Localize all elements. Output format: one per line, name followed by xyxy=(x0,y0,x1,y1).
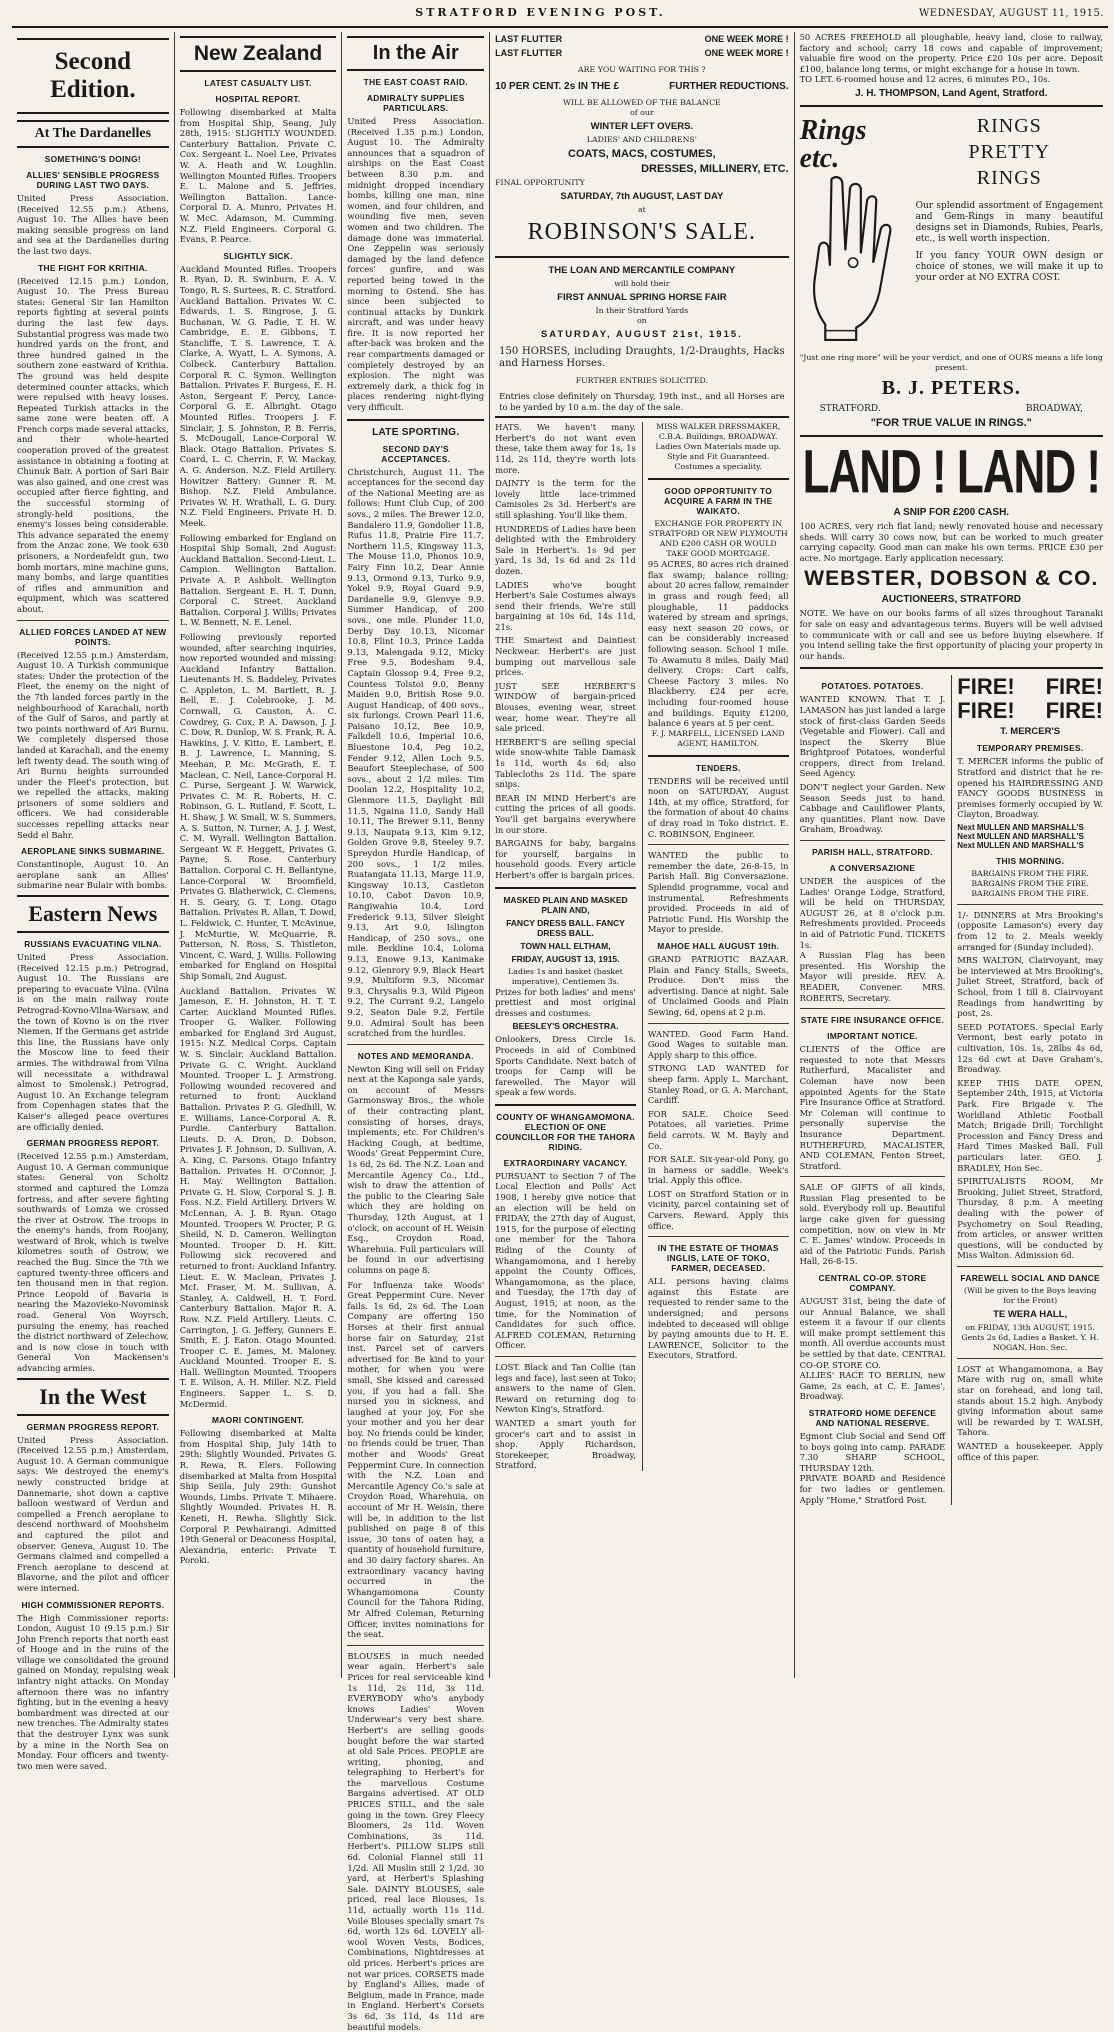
classified-ad: WANTED a smart youth for grocer's cart and to assist in shop. Apply Richardson, Storekeeper, Broadway, Stratford. xyxy=(495,1417,636,1471)
classifieds-right xyxy=(951,675,1103,1505)
article-paragraph: Following disembarked at Malta from Hospital Ship, July 14th to 29th: Slightly Wounded. Privates G. R. Rewa, R. Elers. Following disembarked at Malta from Hospital Ship Seiila, July 29th: Gunshot Wounds, Limbs. Private T. Mihaere. Slightly Wounded. Privates H. R. Keneti, H. Rewha. Slightly Sick. Corporal P. Pewhairangi. Admitted 19th General or Deaconess Hospital, Alexandria, enteric: Private T. Poroki. xyxy=(179,1428,337,1566)
subheading: ALLIED FORCES LANDED AT NEW POINTS. xyxy=(19,626,167,647)
masthead xyxy=(12,6,1108,28)
subheading: RUSSIANS EVACUATING VILNA. xyxy=(24,939,162,950)
subheading: NOTES AND MEMORANDA. xyxy=(357,1050,474,1061)
article-paragraph: Following disembarked at Malta from Hospital Ship, Seang, July 28th, 1915: SLIGHTLY WOUNDED. Canterbury Battalion. Private C. Cox. Sergeant L. Noel Lee, Privates W. A. Heath and W. Loughlin. Wellington Mounted Rifles. Troopers E. L. Malone and S. Jeffries. Wellington Battalion. Lance-Corporal D. A. Munro, Privates H. W. McC. Adamson, M. Cumming. N.Z. Field Engineers. Corporal G. Evans, P. Pearce. xyxy=(179,107,337,245)
eastern-news-heading: Eastern News xyxy=(17,895,169,933)
subheading: STRATFORD HOME DEFENCE AND NATIONAL RESERVE. xyxy=(808,1407,937,1428)
classified-ad: HUNDREDS of Ladies have been delighted with the Embroidery Sale in Herbert's. 1s 9d per yard, 1s 3d, 1s 6d and 2s 11d dozen. xyxy=(495,523,636,576)
article-paragraph: (Received 12.55 p.m.) Amsterdam, August 10. A German communique states: General von Scholtz stormed and captured the Lomza fortress, and after severe fighting southwards of Lomza we crossed the river at Ostrow. The troops in the enemy's hands, from Roojany, westward of Brok, which is twelve kilometres south of Ostrow, we reached the Bug. Since the 7th we captured twenty-three officers and ten thousand men in that region. Prince Leopold of Bavaria is nearing the Mazovieko-Novominsk road. General Von Woyrsch, pursuing the enemy, has reached the district northward of Zelechow, and is now close in touch with General Von Mackensen's advancing armies. xyxy=(17,1151,169,1373)
subheading: HOSPITAL REPORT. xyxy=(215,94,301,104)
article-paragraph: Newton King will sell on Friday next at the Kaponga sale yards, on account of Messrs Garmonsway Bros., the whole of their contracting plant, consisting of horses, drays, implements, etc. For Children's Hacking Cough, at bedtime, Woods' Great Peppermint Cure, 1s 6d, 2s 6d. The N.Z. Loan and Mercantile Agency Co., Ltd., wish to draw the attention of the public to the Clearing Sale which they are holding on Thursday, 12th August, at 1 o'clock, on account of H. Weisin Esq., Croydon Road, Wharehuia. Full particulars will be found in our advertising columns on page 8. xyxy=(347,1063,485,1275)
subheading: THIS MORNING. xyxy=(996,855,1065,866)
article-paragraph: (Received 12.55 p.m.) Amsterdam, August 10. A Turkish communique states: Under the protection of the Fleet, the enemy on the night of the 7th landed forces partly in the neighbourhood of Karachali, north of the Gulf of Saros, and partly at two points northward of Ari Burnu. We completely dispersed those landed at Karachali, and the enemy left twenty dead. The south wing of Ari Burnu heights surrounded under the Fleet's protection, but we repelled the attacks, making prisoners of some soldiers and officers. We had considerable successes repelling attacks near Sedd el Bahr. xyxy=(17,649,169,840)
reductions-label: FURTHER REDUCTIONS. xyxy=(669,81,789,92)
ad-line: FRIDAY, AUGUST 13, 1915. xyxy=(511,953,620,964)
article-paragraph: United Press Association. (Received 12.55 p.m.) Athens, August 10. The Allies have been making sensible progress on land and sea at the Dardanelles during the last two days. xyxy=(17,193,169,256)
classified-ad: TO LET. 6-roomed house and 12 acres, 6 minutes P.O., 10s. xyxy=(799,74,1051,85)
classified-ad: TENDERS will be received until noon on SATURDAY, August 14th, at my office, Stratford, for the formation of about 40 chains of dray road in Toko district. E. C. ROBINSON, Engineer. xyxy=(647,775,789,839)
classified-ad: HERBERT'S are selling special wide snow-white Table Damask 1s 11d, worth 4s 6d; also Tablecloths 2s 11d. The spare snips. xyxy=(495,736,636,790)
rings-headline: PRETTY xyxy=(968,140,1051,163)
ad-line: SATURDAY, AUGUST 21st, 1915. xyxy=(540,329,743,340)
horse-fair-ad xyxy=(495,258,788,418)
fire-headline: FIRE! xyxy=(1045,698,1104,724)
ad-line: (Will be given to the Boys leaving for the Front) xyxy=(963,1285,1097,1305)
classified-ad: 1/- DINNERS at Mrs Brooking's (opposite Lamason's) every day from 12 to 2. Meals weekly arranged for (Sunday included). xyxy=(957,909,1104,952)
jeweller-town: STRATFORD. xyxy=(819,403,881,414)
ad-line: SATURDAY, 7th AUGUST, LAST DAY xyxy=(560,191,724,202)
classified-ad: WANTED the public to remember the date, 26-8-15, in Parish Hall. Big Conversazione. Splendid programme, vocal and instrumental. Refreshments provided. Proceeds in aid of Patriotic Fund. His Worship the Mayor to preside. xyxy=(647,850,789,935)
classified-ad: NOTE. We have on our books farms of all sizes throughout Taranaki for sale on easy and advantageous terms. Buyers will be well advised to communicate with or call and see us before buying elsewhere. If you intend selling take the first opportunity of placing your property in our hands. xyxy=(799,608,1103,661)
fire-headline: FIRE! xyxy=(957,674,1015,700)
classified-ad: ALLIES' RACE TO BERLIN, new Game, 2s each, at C. E. James', Broadway. xyxy=(799,1370,946,1402)
classifieds-left xyxy=(495,422,636,1471)
article-paragraph: The High Commissioner reports: London, August 10 (9.15 p.m.) Sir John French reports that north east of Hooge and in the ruins of the village we consolidated the ground gained on Monday, repulsing weak infantry night attacks. On Monday afternoon there was no infantry fighting, but in the evening a heavy bombardment was directed at our new trenches. The Admiralty states that the destroyer Lynx was sunk by a mine in the North Sea on Monday. Four officers and twenty-two men were saved. xyxy=(17,1612,169,1771)
ad-line: Next MULLEN AND MARSHALL'S Next MULLEN AND MARSHALL'S Next MULLEN AND MARSHALL'S xyxy=(957,822,1084,850)
subheading: ALLIES' SENSIBLE PROGRESS DURING LAST TWO DAYS. xyxy=(26,170,160,190)
rings-text: If you fancy YOUR OWN design or choice of stones, we will make it up to your order at NO EXTRA COST. xyxy=(915,250,1103,283)
classified-ad: THE Smartest and Daintiest Neckwear. Herbert's are just bumping out marvellous sale prices. xyxy=(495,635,636,678)
hand-illustration-icon xyxy=(800,173,900,343)
classified-ad: WANTED. Good Farm Hand. Good Wages to suitable man. Apply sharp to this office. xyxy=(647,1028,789,1060)
article-paragraph: Following previously reported wounded, after searching inquiries, now reported wounded and missing: Auckland Infantry Battalion. Lieutenants H. S. Baddeley, Privates C. Appleton, L. M. Bartlett, R. J. Bell, E. J. Colebrooke, J. M. Cornwall, G. Causton, A. C. Cowdrey, G. Cox, P. A. Dawson, J. J. C. Dow, R. Dunlop, W. S. Frank, R. A. Hawkins, J. V. Kitto, E. Lambert, E. B. J. Lawrence, L. Manning, S. Meehan, P. Mc. McGrath, E. T. Maclean, C. Neil, Lance-Corporal H. C. Purse, Sergeant J. W. Warwick, Privates C. M. R. Roberts, H. C. Robinson, G. L. Rutland, F. Scott, L. H. Shaw, J. W. Small, W. S. Summers, A. S. Sutton, N. Turner, A. J. J. West, C. M. Wyrall. Wellington Battalion. Sergeant W. F. Heggett, Privates G. Payne, S. Rose. Canterbury Battalion. Corporal C. H. Bellantyne, Lance-Corporal W. Broomfield, Privates G. Blatherwick, C. Clemens, H. S. Geary, G. T. Long. Otago Battalion. Privates R. Allan, T. Dowd, L. Feldwick, C. Hunter, T. McAvinue, J. McMurtie, W. McQuarrie, R. Patterson, N. Ross, S. Thistleton, Vincent, C. Ward, J. Willis. Following embarked for England on Hospital Ship Somali, 2nd August. xyxy=(179,631,337,981)
column-advertisements-a xyxy=(490,32,794,1678)
article-paragraph: Christchurch, August 11. The acceptances for the second day of the National Meeting are as follows: Hunt Club Cup, of 200 sovs., 2 miles. The Brewer 12.0, Bandalero 11.9, Gondolier 11.8, Rufus 11.8, Prairie Fire 11.7, Northern 11.5, Kingsway 11.3, The Mouse 11.0, Phonos 10.9, Fairy Finn 10.2, Dear Annie 9.13, Ormond 9.13, Turko 9.9, Yokel 9.9, Royal Guard 9.9, Dardanelle 9.9, Glenvye 9.9. Summer Handicap, of 200 sovs., one mile. Plunder 11.0, Derby Day 10.13, Nicomar 10.8, Flint 10.3, Prince Ladda 9.13, Malengada 9.12, Micky Free 9.5, Bodesham 9.4, Captain Glossop 9.4, Free 9.2, Countess Tolstoi 9.0, Benny Maiden 9.0, British Rose 9.0. August Handicap, of 400 sovs., six furlongs. Crown Pearl 11.6, Paisano 10.12, Bee 10.9, Falkdell 10.6, Imperial 10.6, Bluestone 10.4, Peg 10.2, Fender 9.12, Allen Loch 9.5. Beaufort Steeplechase, of 500 sovs., about 2 1/2 miles. Tim Doolan 12.2, Hospitality 10.2, Glenmore 11.5, Daylight Bill 11.5, Ngaina 11.0, Sandy Hall 10.11, The Brewer 9.11, Benny 9.13, Naupata 9.13, Kim 9.12, Golden Grove 9.8, Steeley 9.7. Spreydon Hurdle Handicap, of 200 sovs., 1 1/2 miles. Ruatangata 11.13, Marge 11.9, Kingsway 10.13, Castleton 10.10, Cabot Davon 10.9, Rangiwahia 10.4, Lord Frederick 9.13, Silver Sleight 9.13, Art 9.0, Islington Handicap, of 250 sovs., one mile. Berkline 10.4, Loloma 9.13, Enowe 9.13, Kanimake 9.12, Glenrory 9.9, Black Heart 9.9, Multiform 9.3, Nicomar 9.3, Chrysalis 9.3, Wild Pigeon 9.2, The Currant 9.2, Langelo 9.2, Seaton Dale 9.2, Fertile 9.0. Admiral Soult has been scratched from the hurdles. xyxy=(347,466,485,1039)
subheading: THE EAST COAST RAID. xyxy=(363,77,468,87)
classified-ad: GRAND PATRIOTIC BAZAAR. Plain and Fancy Stalls, Sweets, Produce. Don't miss the advertising. Dance at night. Sale of Unclaimed Goods and Plain Sewing, 6d, opens at 2 p.m. xyxy=(647,954,789,1017)
in-the-west-heading: In the West xyxy=(17,1378,169,1416)
column-in-the-air xyxy=(342,32,490,2032)
week-label: ONE WEEK MORE ! xyxy=(704,34,789,44)
classified-ad: JUST SEE HERBERT'S WINDOW of bargain-priced Blouses, evening wear, street wear, home wear. They're all sale priced. xyxy=(495,680,636,734)
flutter-label: LAST FLUTTER xyxy=(495,34,563,44)
article-paragraph: BLOUSES in much needed wear again. Herbert's sale Prices for real serviceable kind 1s 11d, 2s 11d, 3s 11d. EVERYBODY who's anybody knows Ladies' Woven Underwear's very best share. Herbert's are selling goods bought before the war started at old Sale Prices. PEOPLE are writing, phoning, and telegraphing to Herbert's for the marvellous Costume Bargains advertised. AT OLD PRICES STILL, and the sale going in the town. Grey Fleecy Bloomers, 2s 11d. Woven Combinations, 3s 11d. Herbert's. PILLOW SLIPS still 6d. Colonial Flannel still 11 1/2d. All Muslin still 2 1/2d. 30 yard, at Herbert's Splashing Sale. DAINTY BLOUSES, sale priced, real lace Blouses, 1s 11d, actually worth 11s 11d. Voile Blouses specially smart 7s 6d, worth 12s 6d. LOVELY all-wool Woven Vests, Bodices, Combinations, Nightdresses at old prices. Herbert's prices are not war prices. CORSETS made by England's Allies, made of Belgium, made in France, made in England. Herbert's Corsets 3s 6d, 3s 11d, 4s 11d are beautiful models. xyxy=(347,1650,485,2032)
rings-ad xyxy=(800,113,1103,347)
classified-ad: LOST. Black and Tan Collie (tan legs and face), last seen at Toko; answers to the name of Glen. Reward on returning dog to Newton King's, Stratford. xyxy=(495,1361,636,1415)
subheading: HIGH COMMISSIONER REPORTS. xyxy=(21,1599,165,1610)
ad-line: DRESSES, MILLINERY, ETC. xyxy=(641,163,789,175)
classified-ad: 50 ACRES FREEHOLD all ploughable, heavy land, close to railway, factory and school; carry 18 cows and capable of improvement; valuable fire wood on the property. Price £20 10s per acre. Deposit £100, balance long terms, or might exchange for a house in town. xyxy=(799,32,1103,74)
robinsons-sale-title: ROBINSON'S SALE. xyxy=(527,219,757,245)
subheading: SECOND DAY'S ACCEPTANCES. xyxy=(381,443,451,464)
article-paragraph: United Press Association. (Received 1.35 p.m.) London, August 10. The Admiralty announces that a squadron of airships on the East Coast between 8.30 p.m. and midnight dropped incendiary bombs, killing one man, nine women, and four children, and wounding five men, seven women and two children. The damage done was immaterial. One Zeppelin was seriously damaged by the land defence forces' gunfire, and was reported being towed in the morning to Ostend. She has since been subjected to continual attacks by Dunkirk aircraft, and was under heavy fire. It is now reported her after-back was broken and the rear compartments damaged or completely destroyed by an explosion. The night was extremely dark, a thick fog in places rendering night-flying very difficult. xyxy=(347,116,485,413)
subheading: MAORI CONTINGENT. xyxy=(212,1415,305,1426)
classified-ad: UNDER the auspices of the Ladies' Orange Lodge, Stratford, will be held on THURSDAY, AUGUST 26, at 8 o'clock p.m. Refreshments provided. Proceeds in aid of Patriotic Fund. TICKETS 1s. xyxy=(799,876,946,950)
subheading: LATEST CASUALTY LIST. xyxy=(204,78,312,88)
subheading: IN THE ESTATE OF THOMAS INGLIS, LATE OF TOKO, FARMER, DECEASED. xyxy=(657,1243,779,1274)
subheading: SOMETHING'S DOING! xyxy=(44,154,141,164)
subheading: AEROPLANE SINKS SUBMARINE. xyxy=(21,846,165,857)
article-paragraph: Auckland Mounted Rifles. Troopers R. Ryan, D. R. Swinburn, F. A. V. Tongo, R. S. Surtees, R. C. Stratford. Auckland Battalion. Privates W. C. Edwards, I. S. Ringrose, J. G. Buchanan, W. G. Padie, T. H. W. Cambridge, E. E. Gibbons, T. Stancliffe, T. S. Lawrence, T. A. Clarke, A. Wyatt, L. A. Symons, A. Colbeck. Canterbury Battalion. Corporal R. C. Symon. Wellington Battalion. Privates F. Burgess, E. H. Aston, Sergeant F. Percy, Lance-Corporal G. E. Albright. Otago Mounted Rifles. Troopers J. F. Sinclair, J. S. Johnston, P. B. Ferris, S. McDougall, Lance-Corporal W. Black. Otago Battalion. Privates S. Coard, L. C. Cherrin, F. W. Mackay, A. G. Anderson. N.Z. Field Artillery. Howitzer Battery: Gunner R. M. Bishop. N.Z. Field Ambulance. Privates W. H. Wrathall, L. G. Dury. N.Z. Field Engineers. Private H. D. Meek. xyxy=(179,263,337,528)
column-war-news xyxy=(12,32,175,1771)
jeweller-slogan: "FOR TRUE VALUE IN RINGS." xyxy=(870,416,1032,429)
auctioneer-name: WEBSTER, DOBSON & CO. xyxy=(804,567,1099,591)
classified-ad: DON'T neglect your Garden. New Season Seeds just to hand. Cabbage and Cauliflower Plants, any quantities. Plant now. Dave Graham, Broadway. xyxy=(799,782,946,835)
newspaper-title: STRATFORD EVENING POST. xyxy=(415,6,666,19)
subheading: SLIGHTLY SICK. xyxy=(223,250,293,261)
classified-ad: WANTED a housekeeper. Apply office of this paper. xyxy=(957,1441,1104,1462)
ad-line: FIRST ANNUAL SPRING HORSE FAIR xyxy=(557,292,727,303)
ad-line: Onlookers, Dress Circle 1s. Proceeds in aid of Combined Sports Candidate. Next batch of troops for Camp will be farewelled. The Mayor will speak a few words. xyxy=(495,1034,636,1098)
ad-line: on FRIDAY, 13th AUGUST, 1915. xyxy=(965,1322,1095,1332)
classified-ad: ALL persons having claims against this Estate are requested to render same to the undersigned; and persons indebted to deceased will oblige by paying amounts due to H. E. LAWRENCE, Solicitor to the Executors, Stratford. xyxy=(647,1276,789,1361)
classified-ad: PURSUANT to Section 7 of The Local Election and Polls' Act 1908, I hereby give notice that an election will be held on FRIDAY, the 27th day of August, 1915, for the purpose of electing one member for the Tahora Riding of the County of Whangamomona, and I hereby appoint the County Offices, Whangamomona, as the place, and Tuesday, the 17th day of August, 1915, at noon, as the time, for the Nomination of Candidates for such office. ALFRED COLEMAN, Returning Officer. xyxy=(495,1170,636,1351)
column-advertisements-b xyxy=(795,32,1108,1678)
land-agent-name: J. H. THOMPSON, Land Agent, Stratford. xyxy=(855,87,1048,99)
classified-ad: FOR SALE. Choice Seed Potatoes, all varieties. Prime field carrots. W. M. Bayly and Co. xyxy=(647,1108,789,1151)
subheading: GOOD OPPORTUNITY TO ACQUIRE A FARM IN THE WAIKATO. xyxy=(663,486,773,517)
article-paragraph: Following embarked for England on Hospital Ship Somali, 2nd August: Auckland Battalion. Second-Lieut. L. Campion. Wellington Battalion. Private A. P. Ashbolt. Wellington Battalion. Sergeant E. H. T. Dunn, Corporal C. Street. Auckland Battalion. Corporal J. Willis; Privates L. W. Bennett, N. E. Lenel. xyxy=(179,532,337,628)
week-label: ONE WEEK MORE ! xyxy=(704,48,789,58)
ad-line: Ladies Own Materials made up. Style and Fit Guaranteed. Costumes a speciality. xyxy=(655,442,782,472)
classified-ad: LOST at Whangamomona, a Bay Mare with rug on, small white star on forehead, and long tail, stands about 15.2 high. Anybody giving information about same will be rewarded by T. WALSH, Tahora. xyxy=(957,1363,1104,1438)
subheading: STATE FIRE INSURANCE OFFICE. xyxy=(800,1015,945,1026)
subheading: POTATOES. POTATOES. xyxy=(821,681,924,692)
ad-line: BEESLEY'S ORCHESTRA. xyxy=(512,1021,619,1032)
subheading: MAHOE HALL AUGUST 19th. xyxy=(657,941,780,951)
classified-ad: 95 ACRES, 80 acres rich drained flax swamp; balance rolling; about 20 acres fallow, remainder in grass and rough feed; all ploughable, 11 paddocks watered by stream and springs, easy next season 20 cows, or can be considerably increased following season. School 1 mile. To Awamutu 8 miles. Daily Mail delivery. Crops: Cart calfs, Cheese Factory 3 miles. No Blackberry. £24 per acre, including four-roomed house and buildings. Equity £1200, balance 6 years at 5 per cent. xyxy=(647,559,789,729)
jeweller-name: B. J. PETERS. xyxy=(881,376,1021,399)
edition-heading: Second Edition. xyxy=(17,38,169,114)
classified-ad: LOST on Stratford Station or in vicinity, parcel containing set of Carvers. Reward. Apply this office. xyxy=(647,1188,789,1231)
ad-line: FANCY DRESS BALL. FANCY DRESS BALL. xyxy=(506,917,625,938)
jeweller-street: BROADWAY, xyxy=(1025,403,1083,414)
subheading: LATE SPORTING. xyxy=(372,426,460,438)
article-paragraph: United Press Association. (Received 12.55 p.m.) Amsterdam, August 10. A German communique says: We destroyed the enemy's newly constructed bridge at Dannemarie, shot down a captive balloon westward of Verdun and compelled a French aeroplane to descend northward of Moohsheim and captured the pilot and observer. Geneva, August 10. The Germans claimed and compelled a French aeroplane to descend at Blavorne, and the pilot and officer were interned. xyxy=(17,1434,169,1593)
rings-logo: Rings etc. xyxy=(799,114,867,174)
classified-ad: 100 ACRES, very rich flat land; newly renovated house and necessary sheds. Will carry 30 cows now, but can be worked to much greater carrying capacity. Good man can make his own terms. PRICE £30 per acre. No mortgage. Early application necessary. xyxy=(799,520,1103,563)
subheading: ADMIRALTY SUPPLIES PARTICULARS. xyxy=(366,93,465,113)
article-paragraph: Constantinople, August 10. An aeroplane sank an Allies' submarine near Bulair with bombs. xyxy=(17,859,169,891)
classified-ad: FOR SALE. Six-year-old Pony, go in harness or saddle. Week's trial. Apply this office. xyxy=(647,1154,789,1186)
classified-ad: WANTED KNOWN. That T. J. LAMASON has just landed a large stock of first-class Garden Seeds (Vegetable and Flower). Call and inspect the Skerry Blue Brightproof Potatoes, wonderful croppers, direct from Ireland. Seed Agency. xyxy=(799,694,946,779)
rings-text: Our splendid assortment of Engagement and Gem-Rings in many beautiful designs set in Diamonds, Rubies, Pearls, etc., is well worth inspection. xyxy=(915,200,1103,244)
ad-line: will hold their xyxy=(614,279,670,288)
dardanelles-heading: At The Dardanelles xyxy=(17,120,169,148)
article-paragraph: United Press Association. (Received 12.15 p.m.) Petrograd, August 10. The Russians are preparing to evacuate Vilna. (Vilna is on the main railway route Petrograd-Kovno-Vilna-Warsaw, and the town of Kovno is on the river Niemen. If the Germans get astride this line, the Russians have only the Moscow line to feed their armies. The withdrawal from Vilna will necessitate a withdrawal almost to Smolensk.) Petrograd, August 10. An Exchange telegram from Copenhagen states that the Kaiser's alleged peace overtures are officially denied. xyxy=(17,952,169,1132)
ad-line: Prizes for both ladies' and mens' prettiest and most original dresses and costumes. xyxy=(495,986,636,1018)
ad-line: FINAL OPPORTUNITY xyxy=(495,178,585,187)
ad-line: on xyxy=(637,316,647,325)
classified-ad: A Russian Flag has been presented. His Worship the Mayor will preside. REV. A. READER, Convener. MRS. ROBERTS, Secretary. xyxy=(799,950,946,1003)
classified-ad: T. MERCER informs the public of Stratford and district that he re-opened his HAIRDRESSING AND FANCY GOODS BUSINESS in premises formerly occupied by W. Clayton, Broadway. xyxy=(957,756,1104,820)
ad-line: MISS WALKER DRESSMAKER, C.B.A. Buildings, BROADWAY. xyxy=(656,422,781,442)
classified-ad: DAINTY is the term for the lovely little lace-trimmed Camisoles 2s 3d. Herbert's are still splashing. You'll like them. xyxy=(495,478,636,520)
classified-ad: Egmont Club Social and Send Off to boys going into camp. PARADE 7.30 SHARP SCHOOL, THURSDAY 12th. xyxy=(799,1430,946,1473)
fire-headline: FIRE! xyxy=(1045,674,1104,700)
subheading: EXTRAORDINARY VACANCY. xyxy=(503,1157,628,1168)
auctioneer-subtitle: AUCTIONEERS, STRATFORD xyxy=(881,594,1021,606)
classified-ad: HATS. We haven't many. Herbert's do not want even these, take them away for 1s, 1s 11d, 2s 11d, they're worth lots more. xyxy=(495,422,636,475)
ad-line: Entries close definitely on Thursday, 19th inst., and all Horses are to be yarded by 10 a.m. the day of the sale. xyxy=(499,391,785,412)
new-zealand-heading: New Zealand xyxy=(180,36,337,72)
ad-line: TE WERA HALL, xyxy=(993,1308,1068,1320)
classified-ad: LADIES who've bought Herbert's Sale Costumes always send their friends. We're still bargaining at 10s 6d, 14s 11d, 21s. xyxy=(495,579,636,632)
ad-line: MASKED PLAIN AND MASKED PLAIN AND, xyxy=(503,894,628,915)
classified-ad: SALE OF GIFTS of all kinds, Russian Flag presented to be sold. Everybody roll up. Beautiful large cake given for guessing competition, now on view in Mr C. E. James' window. Proceeds in aid of the Patriotic Funds. Parish Hall, 26-8-15. xyxy=(799,1182,946,1267)
ad-line: WILL BE ALLOWED OF THE BALANCE xyxy=(562,98,721,107)
classified-ad: SPIRITUALISTS ROOM, Mr Brooking, Juliet Street, Stratford, Thursday, 8 p.m. A meeting dealing with the power of Psychometry on Soul Reading, from articles, or answer written questions, will be conducted by Miss Walton. Admission 6d. xyxy=(957,1176,1104,1261)
article-paragraph: (Received 12.15 p.m.) London, August 10. The Press Bureau states: General Sir Ian Hamilton reports fighting at several points during the last few days. Substantial progress was made two hundred yards on the front, and three hundred gained in the southern zone eastward of Krithia. The ground was held despite determined counter attacks, which were repulsed with heavy losses. Repeated Turkish attacks in the same zone were beaten off. A French corps made several attacks, and their whole-hearted cooperation proved of the greatest assistance in obtaining a footing at Chunuk Bair. A portion of Sari Bair was also gained, and one crest was occupied after fierce fighting, and the successful storming of strongly-held positions, the enemy's losses being considerable. This advance separated the enemy from the Anzac zone. We took 630 prisoners, a Nordenfeldt gun, two bomb mortars, mine machine guns, many bombs, and large quantities of rifles and ammunition and equipment, which was scattered about. xyxy=(17,275,169,614)
subheading: FAREWELL SOCIAL AND DANCE xyxy=(960,1272,1100,1283)
flutter-label: LAST FLUTTER xyxy=(495,48,563,58)
rings-verdict: "Just one ring more" will be your verdict, and one of OURS means a life long present. xyxy=(799,352,1103,372)
land-snip: A SNIP FOR £200 CASH. xyxy=(893,506,1010,518)
subheading: TENDERS. xyxy=(695,762,741,773)
land-headline: LAND ! LAND ! xyxy=(802,437,1100,507)
issue-date: WEDNESDAY, AUGUST 11, 1915. xyxy=(919,8,1104,19)
classified-ad: MRS WALTON, Clairvoyant, may be interviewed at Mrs Brooking's, Juliet Street, Stratford, back of School, from 1 till 8. Clairvoyant Readings from handwriting by post, 2s. xyxy=(957,955,1104,1019)
ad-line: of our xyxy=(630,108,654,117)
ad-line: In their Stratford Yards xyxy=(595,306,689,315)
ad-line: F. J. MARFELL, LICENSED LAND AGENT, HAMILTON. xyxy=(651,728,785,748)
subheading: CENTRAL CO-OP. STORE COMPANY. xyxy=(818,1273,927,1294)
column-new-zealand xyxy=(175,32,343,1678)
ad-line: Ladies 1s and basket (basket imperative), Centlemen 3s. xyxy=(508,966,623,986)
classified-ad: KEEP THIS DATE OPEN, September 24th, 1915, at Victoria Park. Fire Brigade v. The Worldland Athletic Football Match; Brigade Drill; Torchlight Procession and Fancy Dress and Hard Times Masked Ball. Full particulars later. GEO. J. BRADLEY, Hon Sec. xyxy=(957,1077,1104,1173)
ad-line: ARE YOU WAITING FOR THIS ? xyxy=(578,65,706,74)
ad-line: LADIES' AND CHILDRENS' xyxy=(586,135,697,144)
classifieds-left xyxy=(800,675,946,1505)
ad-line: THE LOAN AND MERCANTILE COMPANY xyxy=(548,265,736,276)
subheading: A CONVERSAZIONE xyxy=(829,863,916,874)
classified-ad: SEED POTATOES. Special Early Vermont, best early potato in cultivation, 10s. 1s, 28lbs 4s 6d, 12s 6d cwt at Dave Graham's, Broadway. xyxy=(957,1021,1104,1075)
ad-line: WINTER LEFT OVERS. xyxy=(590,121,694,132)
ad-line: FURTHER ENTRIES SOLICITED. xyxy=(575,376,709,385)
article-paragraph: Auckland Battalion. Privates W. Jameson, E. H. Johnston, H. T. T. Carter. Auckland Mounted Rifles. Trooper G. Walker. Following embarked for England 3rd August, 1915: N.Z. Medical Corps. Captain W. S. Sinclair. Auckland Battalion. Private G. C. Wright. Auckland Mounted. Trooper L. J. Armstrong. Following wounded recovered and returned to front: Auckland Battalion. Privates P. G. Gledhill, W. E. Williams, Lance-Corporal A. R. Purdie. Canterbury Battalion. Lieuts. D. A. Dron, D. Dobson, Privates J. F. Johnson, D. Sullivan, A. A. King, C. Parsons. Otago Infantry Battalion. Privates H. O'Connor, J. H. May. Wellington Battalion. Private G. H. Slow, Corporal S. J. B. Foss. N.Z. Field Artillery. Drivers W. McLennan, A. J. B. Ryan. Otago Mounted. Troopers W. Procter, P. G. Sheild, N. D. Cameron. Wellington Mounted. Trooper D. H. Kitt. Following sick recovered and returned to front: Auckland Infantry. Lieut. E. W. Maclean, Privates J. McI. Fraser, M. M. Sullivan, A. Stanley, A. Caldwell, H. T. Ford. Canterbury Battalion. Major R. A. Row. N.Z. Field Artillery. Lieuts. C. Carrington, J. G. Jeffery, Gunners E. Smith, E. J. Eaton. Otago Mounted. Trooper C. E. James, M. Maloney. Auckland Mounted. Trooper E. S. Hall. Wellington Mounted. Troopers T. E. Wilson, A. H. Miller. N.Z. Field Engineers. Sapper L. S. D. McDermid. xyxy=(179,985,337,1409)
subheading: PARISH HALL, STRATFORD. xyxy=(812,847,933,858)
ad-line: TOWN HALL ELTHAM, xyxy=(520,940,611,951)
discount-label: 10 PER CENT. 2s IN THE £ xyxy=(495,81,620,92)
ad-line: COATS, MACS, COSTUMES, xyxy=(568,148,716,160)
ad-line: Gents 2s 6d, Ladies a Basket. Y. H. NOGAN, Hon. Sec. xyxy=(961,1332,1099,1352)
classified-ad: BARGAINS for baby, bargains for yourself, bargains in household goods. Every article Herbert's offer is bargain prices. xyxy=(495,838,636,880)
subheading: GERMAN PROGRESS REPORT. xyxy=(26,1138,160,1149)
subheading: THE FIGHT FOR KRITHIA. xyxy=(38,262,148,273)
rings-headline: RINGS xyxy=(976,114,1042,137)
classified-ad: CLIENTS of the Office are requested to note that Messrs Rutherfurd, Macalister and Coleman have now been appointed Agents for the State Fire Insurance Office at Stratford. Mr Coleman will continue to personally supervise the Insurance Department. RUTHERFURD, MACALISTER, AND COLEMAN, Fenton Street, Stratford. xyxy=(799,1044,946,1171)
article-paragraph: For Influenza take Woods' Great Peppermint Cure. Never fails. 1s 6d, 2s 6d. The Loan Company are offering 150 Horses at their first annual horse fair on Saturday, 21st inst. Parcel set of carvers advertised for. Be kind to your mother, for when you were small, She kissed and caressed you, if you had a fall. She nursed you in sickness, and laughed at your joy, For she your mother and you her dear boy. No friends could be kinder, no friends could be truer, Than mother and Woods' Great Peppermint Cure. In connection with the N.Z. Loan and Mercantile Agency Co.'s sale at Croydon Road, Wharehuia, on account of Mr H. Weisin, there will be, in addition to the list published on page 8 of this issue, 30 tons of oaten hay, a quantity of household furniture, and 30 dairy factory shares. An extraordinary vacancy having occurred in the Whangamomona County Council for the Tahora Riding, Mr Alfred Coleman, Returning Officer, invites nominations for the seat. xyxy=(347,1279,485,1640)
classified-ad: PRIVATE BOARD and Residence for two ladies or gentlemen. Apply "Home," Stratford Post. xyxy=(799,1473,946,1505)
subheading: GERMAN PROGRESS REPORT. xyxy=(26,1421,160,1432)
in-the-air-heading: In the Air xyxy=(347,36,484,71)
ad-line: T. MERCER'S xyxy=(1000,726,1061,738)
ad-line: EXCHANGE FOR PROPERTY IN STRATFORD OR NEW PLYMOUTH AND £200 CASH OR WOULD TAKE GOOD MORTGAGE. xyxy=(648,519,788,559)
ad-line: BARGAINS FROM THE FIRE. BARGAINS FROM THE FIRE. BARGAINS FROM THE FIRE. xyxy=(971,868,1089,898)
classified-ad: AUGUST 31st, being the date of our Annual Balance, we shall esteem it a favour if our clients will make prompt settlement this month. All overdue accounts must be settled by that date. CENTRAL CO-OP. STORE CO. xyxy=(799,1296,946,1370)
subheading: IMPORTANT NOTICE. xyxy=(827,1031,918,1042)
ad-line: 150 HORSES, including Draughts, 1/2-Draughts, Hacks and Harness Horses. xyxy=(499,346,785,369)
classifieds-right xyxy=(642,422,789,1471)
rings-headline: RINGS xyxy=(976,166,1042,189)
classified-ad: BEAR IN MIND Herbert's are cutting the prices of all goods. You'll get bargains everywhere in our store. xyxy=(495,792,636,835)
subheading: TEMPORARY PREMISES. xyxy=(976,743,1084,754)
divider xyxy=(17,620,169,621)
subheading: COUNTY OF WHANGAMOMONA. ELECTION OF ONE COUNCILLOR FOR THE TAHORA RIDING. xyxy=(495,1111,636,1152)
fire-headline: FIRE! xyxy=(957,698,1015,724)
classified-ad: STRONG LAD WANTED for sheep farm. Apply L. Marchant, Stanley Road, or G. A. Marchant, Cardiff. xyxy=(647,1063,789,1106)
robinsons-sale-ad xyxy=(495,32,788,258)
ad-line: at xyxy=(637,205,646,214)
